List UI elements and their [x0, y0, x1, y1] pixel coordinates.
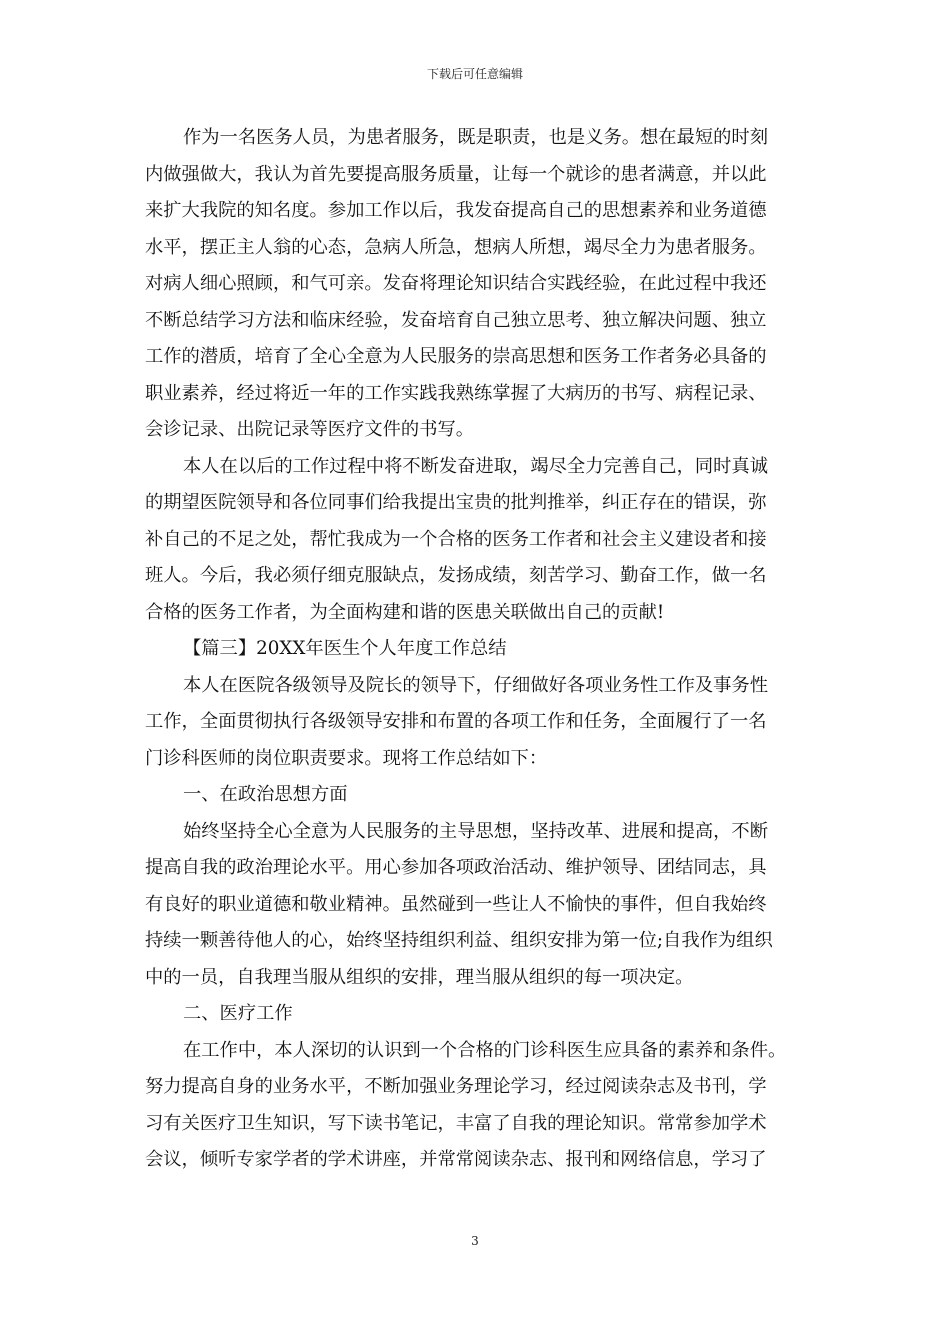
- text-line: 持续一颗善待他人的心，始终坚持组织利益、组织安排为第一位;自我作为组织: [145, 930, 773, 951]
- text-line: 水平，摆正主人翁的心态，急病人所急，想病人所想，竭尽全力为患者服务。: [145, 236, 767, 258]
- text-line: 的期望医院领导和各位同事们给我提出宝贵的批判推举，纠正存在的错误，弥: [145, 492, 767, 513]
- text-line: 来扩大我院的知名度。参加工作以后，我发奋提高自己的思想素养和业务道德: [145, 200, 767, 221]
- text-line: 补自己的不足之处，帮忙我成为一个合格的医务工作者和社会主义建设者和接: [145, 528, 767, 550]
- text-line: 对病人细心照顾，和气可亲。发奋将理论知识结合实践经验，在此过程中我还: [145, 273, 767, 294]
- text-line: 工作的潜质，培育了全心全意为人民服务的崇高思想和医务工作者务必具备的: [145, 346, 767, 367]
- text-line: 本人在医院各级领导及院长的领导下，仔细做好各项业务性工作及事务性: [183, 674, 768, 696]
- text-line: 工作，全面贯彻执行各级领导安排和布置的各项工作和任务，全面履行了一名: [145, 711, 767, 732]
- text-line: 中的一员，自我理当服从组织的安排，理当服从组织的每一项决定。: [145, 966, 694, 988]
- text-line: 门诊科医师的岗位职责要求。现将工作总结如下：: [145, 747, 548, 769]
- text-line: 二、医疗工作: [183, 1003, 293, 1024]
- page-number: 3: [471, 1234, 479, 1248]
- text-line: 内做强做大，我认为首先要提高服务质量，让每一个就诊的患者满意，并以此: [145, 163, 767, 185]
- text-line: 本人在以后的工作过程中将不断发奋进取，竭尽全力完善自己，同时真诚: [183, 455, 768, 477]
- text-line: 合格的医务工作者，为全面构建和谐的医患关联做出自己的贡献!: [145, 601, 665, 623]
- text-line: 会议，倾听专家学者的学术讲座，并常常阅读杂志、报刊和网络信息，学习了: [145, 1149, 767, 1170]
- text-line: 【篇三】20XX年医生个人年度工作总结: [183, 638, 507, 659]
- text-line: 有良好的职业道德和敬业精神。虽然碰到一些让人不愉快的事件，但自我始终: [145, 893, 767, 915]
- text-line: 习有关医疗卫生知识，写下读书笔记，丰富了自我的理论知识。常常参加学术: [145, 1112, 767, 1134]
- text-line: 会诊记录、出院记录等医疗文件的书写。: [145, 419, 475, 440]
- text-line: 班人。今后，我必须仔细克服缺点，发扬成绩，刻苦学习、勤奋工作，做一名: [145, 565, 767, 586]
- document-body: [145, 120, 810, 1179]
- page-header: 下载后可任意编辑: [426, 67, 523, 81]
- text-line: 一、在政治思想方面: [183, 784, 348, 805]
- text-line: 作为一名医务人员，为患者服务，既是职责，也是义务。想在最短的时刻: [183, 127, 768, 148]
- text-line: 职业素养，经过将近一年的工作实践我熟练掌握了大病历的书写、病程记录、: [145, 382, 767, 404]
- text-line: 在工作中，本人深切的认识到一个合格的门诊科医生应具备的素养和条件。: [183, 1039, 787, 1061]
- text-line: 不断总结学习方法和临床经验，发奋培育自己独立思考、独立解决问题、独立: [145, 309, 767, 331]
- text-line: 努力提高自身的业务水平，不断加强业务理论学习，经过阅读杂志及书刊，学: [145, 1076, 767, 1097]
- text-line: 提高自我的政治理论水平。用心参加各项政治活动、维护领导、团结同志，具: [145, 857, 767, 878]
- text-line: 始终坚持全心全意为人民服务的主导思想，坚持改革、进展和提高，不断: [183, 820, 768, 842]
